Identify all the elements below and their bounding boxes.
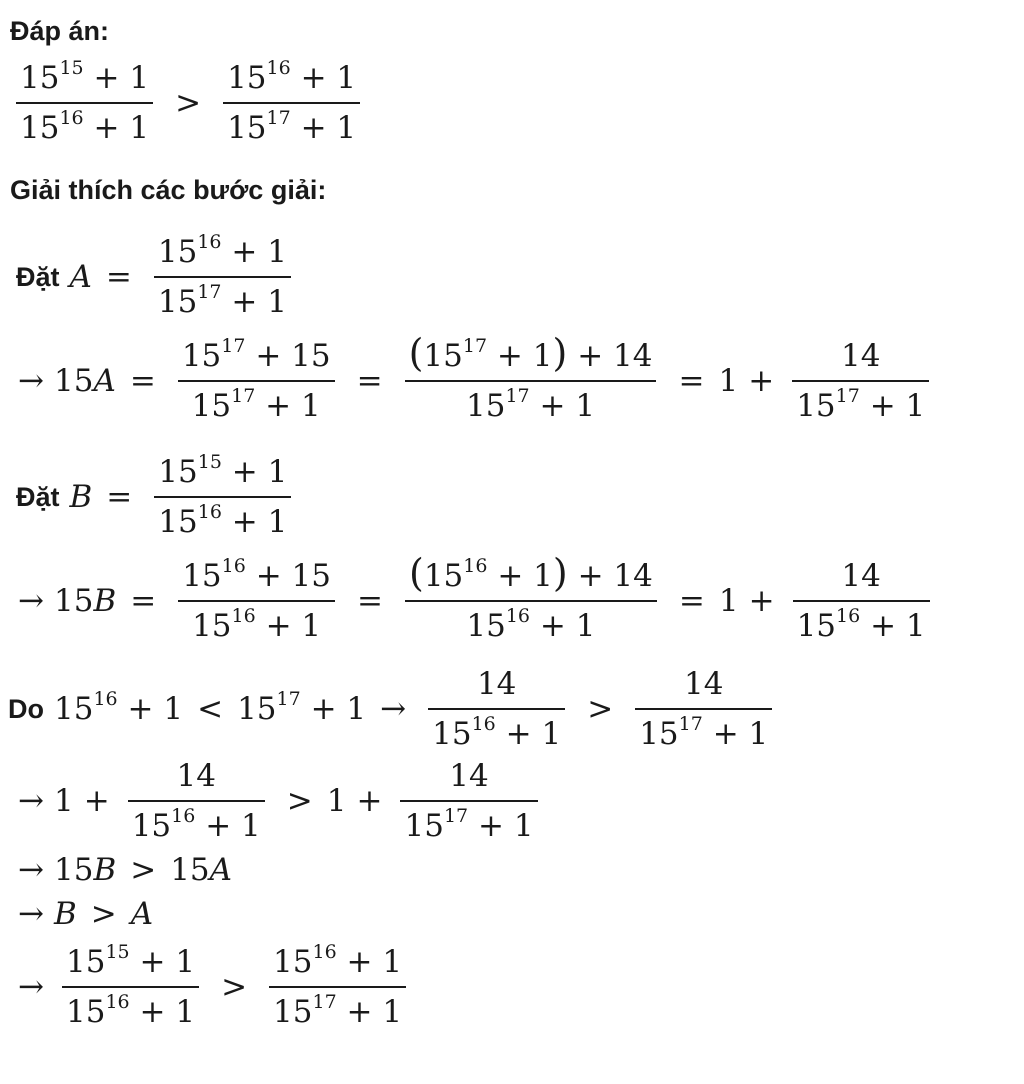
plus-sign: + (748, 583, 775, 619)
fraction: $\frac{14}{15^{16} + 1}$ (428, 664, 565, 754)
greater-than-sign: > (221, 969, 248, 1005)
fraction: $\frac{15^{16} + 15}{15^{16} + 1}$ (178, 556, 335, 646)
equals-sign: = (678, 363, 705, 399)
var-a: A (69, 259, 92, 295)
arrow-icon: → (18, 969, 44, 1005)
arrow-icon: → (18, 363, 44, 399)
greater-than-sign: > (587, 691, 614, 727)
because-label: Do (8, 693, 44, 724)
less-than-sign: < (197, 691, 224, 727)
fraction-b (16, 58, 153, 148)
fraction-denominator: $15^{17} + 1$ (227, 106, 357, 146)
equals-sign: = (105, 259, 132, 295)
fraction: $\frac{14}{15^{17} + 1}$ (635, 664, 772, 754)
conclusion-line (18, 942, 414, 1032)
fraction-b: $\frac{15^{15} + 1}{15^{16} + 1}$ (62, 942, 199, 1032)
fifteen-b-line (18, 551, 938, 646)
one: 1 (718, 583, 739, 619)
fraction-numerator: $15^{15} + 1$ (20, 56, 150, 96)
b-gt-a: → B > A (18, 896, 154, 932)
fraction: $\frac{14}{15^{17} + 1}$ (400, 756, 537, 846)
arrow-icon: → (18, 583, 44, 619)
because-line: Do $15^{16} + 1$ < $15^{17} + 1$ → $\frac{14}{15^{16} + 1}$ > $\frac{14}{15^{17} + 1}$ (8, 664, 780, 754)
define-a-line (16, 232, 299, 322)
answer-label: Đáp án: (10, 16, 110, 46)
arrow-icon: → (18, 783, 44, 819)
fraction: $\frac{14}{15^{17} + 1}$ (792, 336, 929, 426)
coefficient: 15 (53, 363, 94, 399)
equals-sign: = (106, 479, 133, 515)
define-b-line (16, 452, 299, 542)
fraction-denominator: $15^{16} + 1$ (20, 106, 150, 146)
greater-than-sign: > (90, 896, 117, 932)
greater-than-sign: > (130, 852, 157, 888)
var-b: B (69, 479, 93, 515)
fraction: $\frac{15^{16} + 1}{15^{17} + 1}$ (154, 232, 291, 322)
arrow-icon: → (380, 691, 407, 727)
fraction: $\frac{(15^{17} + 1) + 14}{15^{17} + 1}$ (405, 336, 657, 426)
equals-sign: = (678, 583, 705, 619)
var-b: B (93, 583, 117, 619)
arrow-icon: → (18, 896, 44, 932)
greater-than-sign: > (286, 783, 313, 819)
fraction-numerator: $15^{16} + 1$ (227, 56, 357, 96)
equals-sign: = (356, 363, 383, 399)
fraction-a: $\frac{15^{16} + 1}{15^{17} + 1}$ (269, 942, 406, 1032)
arrow-icon: → (18, 852, 44, 888)
one: 1 (718, 363, 739, 399)
coefficient: 15 (53, 583, 94, 619)
var-a: A (93, 363, 116, 399)
fraction: $\frac{15^{17} + 15}{15^{17} + 1}$ (178, 336, 335, 426)
fraction: $\frac{14}{15^{16} + 1}$ (793, 556, 930, 646)
fraction: $\frac{15^{15} + 1}{15^{16} + 1}$ (154, 452, 291, 542)
plus-sign: + (83, 783, 110, 819)
equals-sign: = (130, 583, 157, 619)
equals-sign: = (357, 583, 383, 619)
explain-label: Giải thích các bước giải: (10, 175, 327, 205)
set-label: Đặt (16, 481, 60, 512)
fraction-a (223, 58, 360, 148)
fifteen-a-line (18, 331, 937, 426)
plus-sign: + (356, 783, 383, 819)
equals-sign: = (129, 363, 156, 399)
greater-than-sign: > (175, 85, 202, 121)
fifteen-b-gt-fifteen-a: → 15 B > 15 A (18, 852, 233, 888)
answer-expression (8, 58, 368, 148)
fraction: $\frac{14}{15^{16} + 1}$ (128, 756, 265, 846)
set-label: Đặt (16, 261, 60, 292)
compare-line: → 1 + $\frac{14}{15^{16} + 1}$ > 1 + $\frac{14}{15^{17} + 1}$ (18, 756, 546, 846)
fraction: $\frac{(15^{16} + 1) + 14}{15^{16} + 1}$ (405, 556, 657, 646)
plus-sign: + (748, 363, 775, 399)
